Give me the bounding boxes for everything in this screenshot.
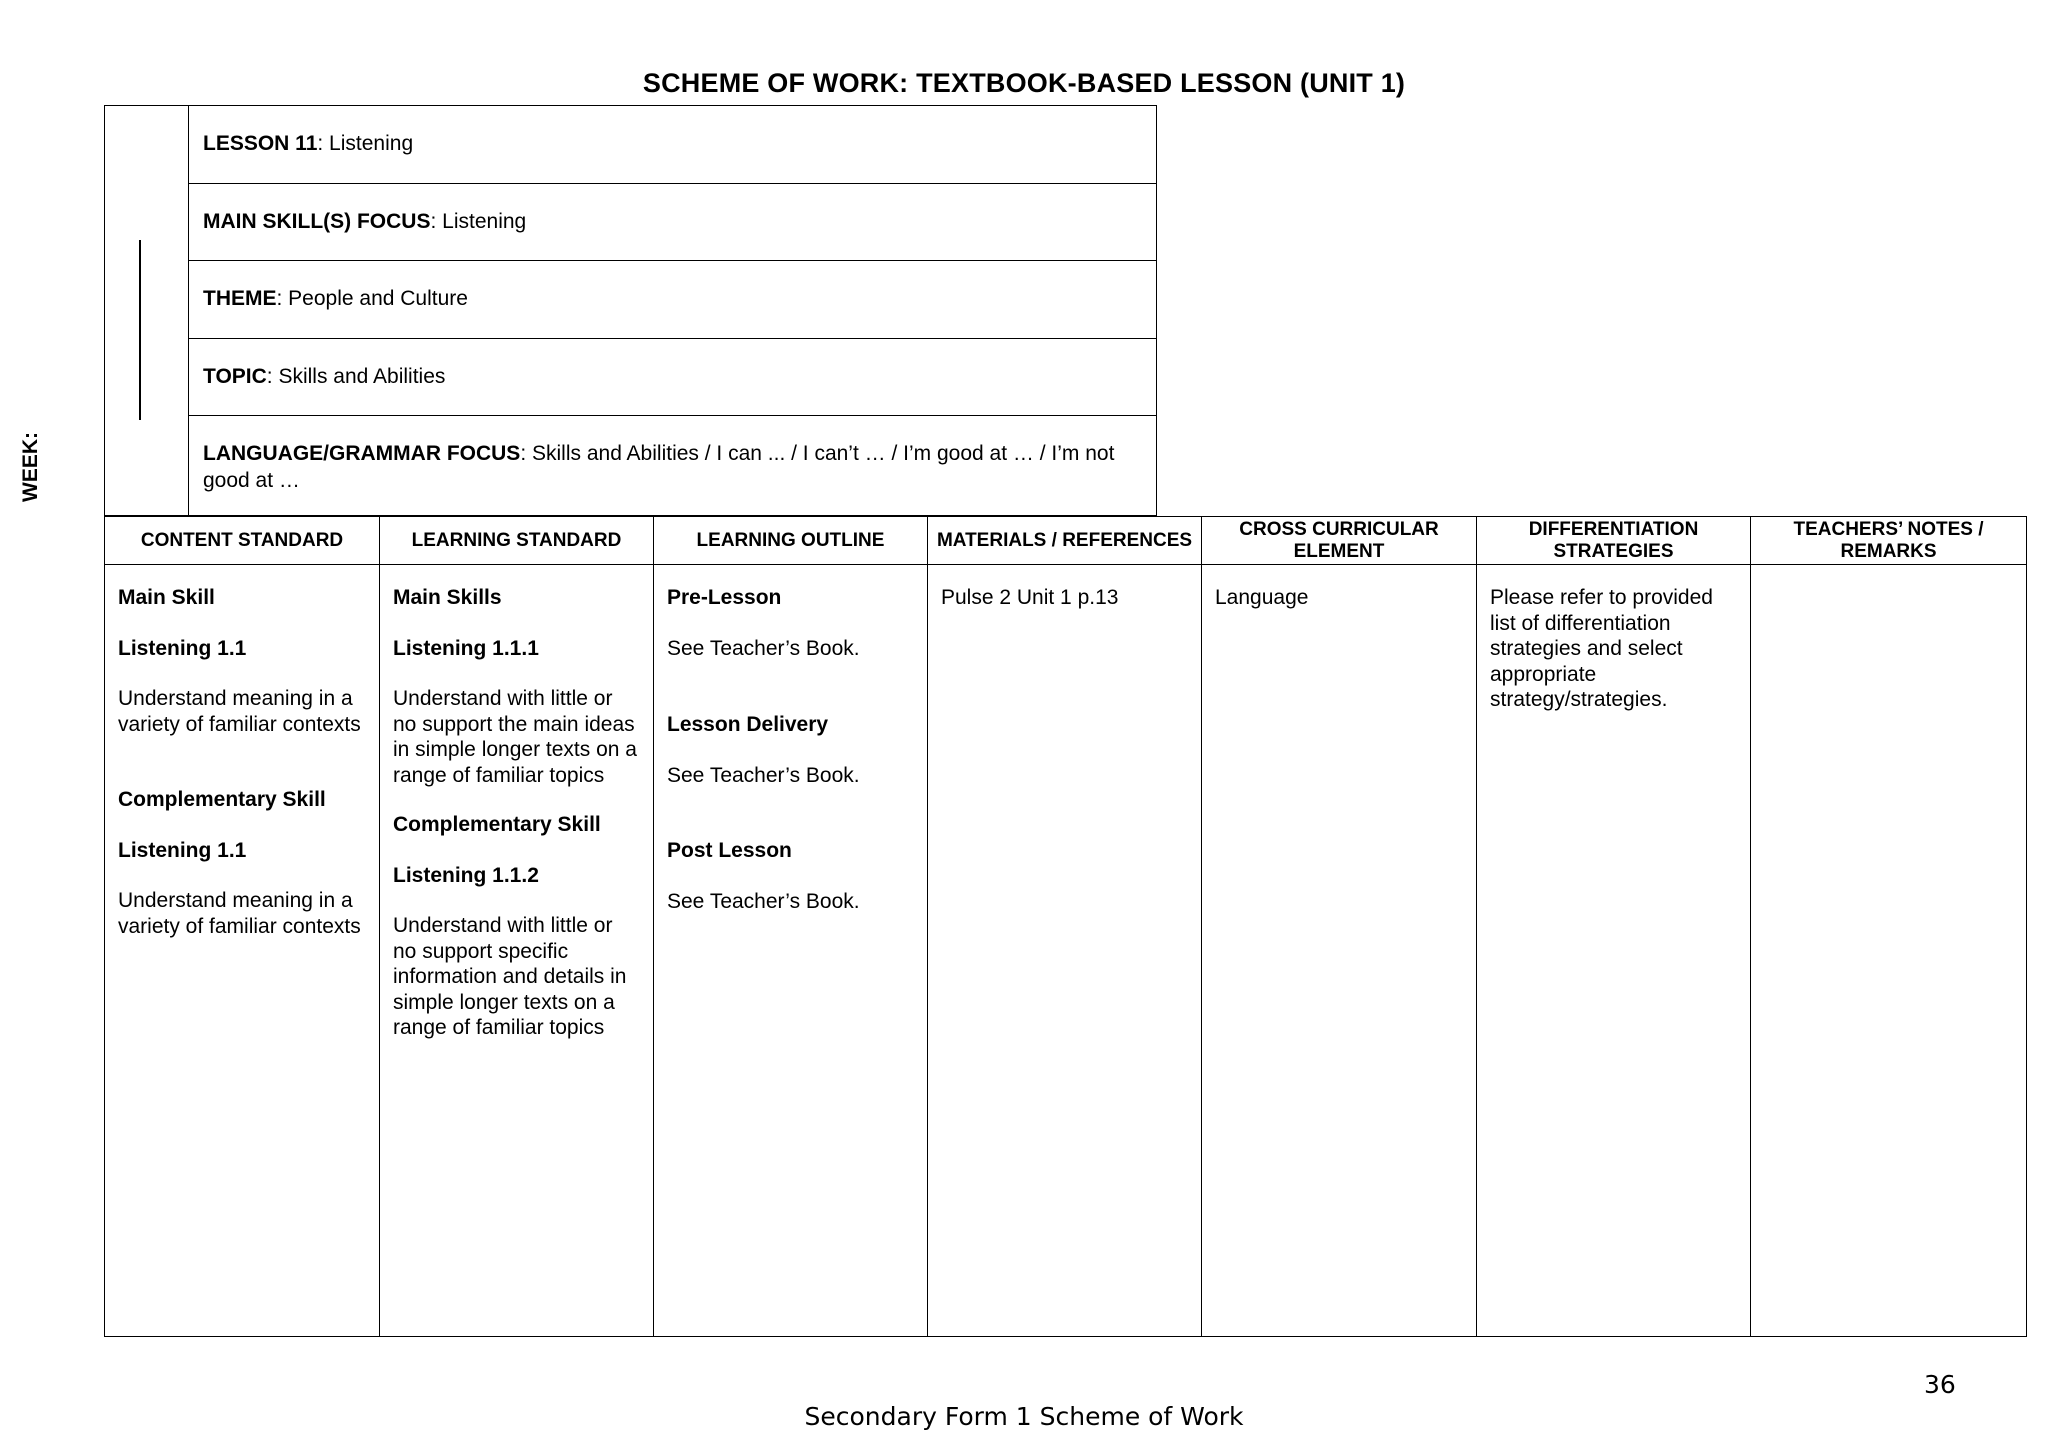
differentiation-column	[1477, 517, 1751, 1336]
theme-label: THEME	[203, 287, 277, 310]
lesson-delivery-heading: Lesson Delivery	[667, 713, 829, 736]
main-skill-code: Listening 1.1	[118, 636, 247, 660]
materials-column	[928, 517, 1202, 1336]
language-focus-value: : Skills and Abilities / I can ... / I can’t … / I’m good at … / I’m not good at …	[203, 442, 1115, 492]
complementary-standard-code: Listening 1.1.2	[393, 863, 539, 887]
page-footer: Secondary Form 1 Scheme of Work	[804, 1402, 1244, 1431]
complementary-skill-text: Understand meaning in a variety of familiar contexts	[118, 889, 361, 938]
learning-standard-header: LEARNING STANDARD	[380, 517, 653, 565]
cross-curricular-header: CROSS CURRICULAR ELEMENT	[1202, 517, 1476, 565]
week-write-line	[139, 240, 141, 420]
cross-curricular-cell	[1202, 565, 1476, 1336]
lesson-row	[189, 106, 1156, 184]
cross-curricular-column	[1202, 517, 1477, 1336]
main-skills-text: Understand with little or no support the main ideas in simple longer texts on a range of familiar topics	[393, 687, 637, 787]
materials-header: MATERIALS / REFERENCES	[928, 517, 1201, 565]
lesson-value: : Listening	[317, 132, 414, 155]
theme-value: : People and Culture	[276, 287, 468, 310]
week-column	[105, 106, 189, 515]
content-standard-cell	[105, 565, 379, 1336]
teachers-notes-cell	[1751, 565, 2026, 1336]
complementary-skill-code: Listening 1.1	[118, 838, 247, 862]
pre-lesson-text: See Teacher’s Book.	[667, 636, 860, 660]
complementary-standard-heading: Complementary Skill	[393, 813, 601, 836]
main-skill-heading: Main Skill	[118, 586, 215, 609]
page-title: SCHEME OF WORK: TEXTBOOK-BASED LESSON (UNIT 1)	[642, 68, 1406, 98]
lesson-header-box	[104, 105, 1157, 516]
main-skills-heading: Main Skills	[393, 586, 502, 609]
main-skill-focus-row	[189, 184, 1156, 261]
topic-row	[189, 339, 1156, 416]
topic-value: : Skills and Abilities	[266, 365, 446, 388]
materials-cell	[928, 565, 1201, 1336]
content-standard-column	[105, 517, 380, 1336]
main-skill-focus-value: : Listening	[430, 210, 527, 233]
learning-outline-column	[654, 517, 928, 1336]
complementary-standard-text: Understand with little or no support specific information and details in simple longer texts on a range of familiar topics	[393, 914, 627, 1039]
pre-lesson-heading: Pre-Lesson	[667, 586, 782, 609]
main-skills-code: Listening 1.1.1	[393, 636, 539, 660]
theme-row	[189, 261, 1156, 339]
language-focus-row	[189, 416, 1156, 517]
learning-standard-column	[380, 517, 654, 1336]
differentiation-text: Please refer to provided list of differentiation strategies and select appropriate strategy/strategies.	[1490, 586, 1713, 711]
learning-outline-cell	[654, 565, 927, 1336]
cross-curricular-text: Language	[1215, 586, 1309, 609]
content-standard-header: CONTENT STANDARD	[105, 517, 379, 565]
differentiation-cell	[1477, 565, 1750, 1336]
scheme-table	[104, 516, 2027, 1337]
lesson-label: LESSON 11	[203, 132, 318, 155]
lesson-delivery-text: See Teacher’s Book.	[667, 763, 860, 787]
page-number: 36	[1924, 1370, 1956, 1399]
post-lesson-text: See Teacher’s Book.	[667, 889, 860, 913]
materials-text: Pulse 2 Unit 1 p.13	[941, 586, 1119, 609]
topic-label: TOPIC	[203, 365, 267, 388]
learning-outline-header: LEARNING OUTLINE	[654, 517, 927, 565]
complementary-skill-heading: Complementary Skill	[118, 788, 326, 811]
main-skill-text: Understand meaning in a variety of familiar contexts	[118, 687, 361, 736]
main-skill-focus-label: MAIN SKILL(S) FOCUS	[203, 210, 431, 233]
teachers-notes-header: TEACHERS’ NOTES / REMARKS	[1751, 517, 2026, 565]
learning-standard-cell	[380, 565, 653, 1336]
week-label: WEEK:	[19, 432, 42, 502]
post-lesson-heading: Post Lesson	[667, 839, 792, 862]
language-focus-label: LANGUAGE/GRAMMAR FOCUS	[203, 442, 521, 465]
teachers-notes-column	[1751, 517, 2026, 1336]
differentiation-header: DIFFERENTIATION STRATEGIES	[1477, 517, 1750, 565]
